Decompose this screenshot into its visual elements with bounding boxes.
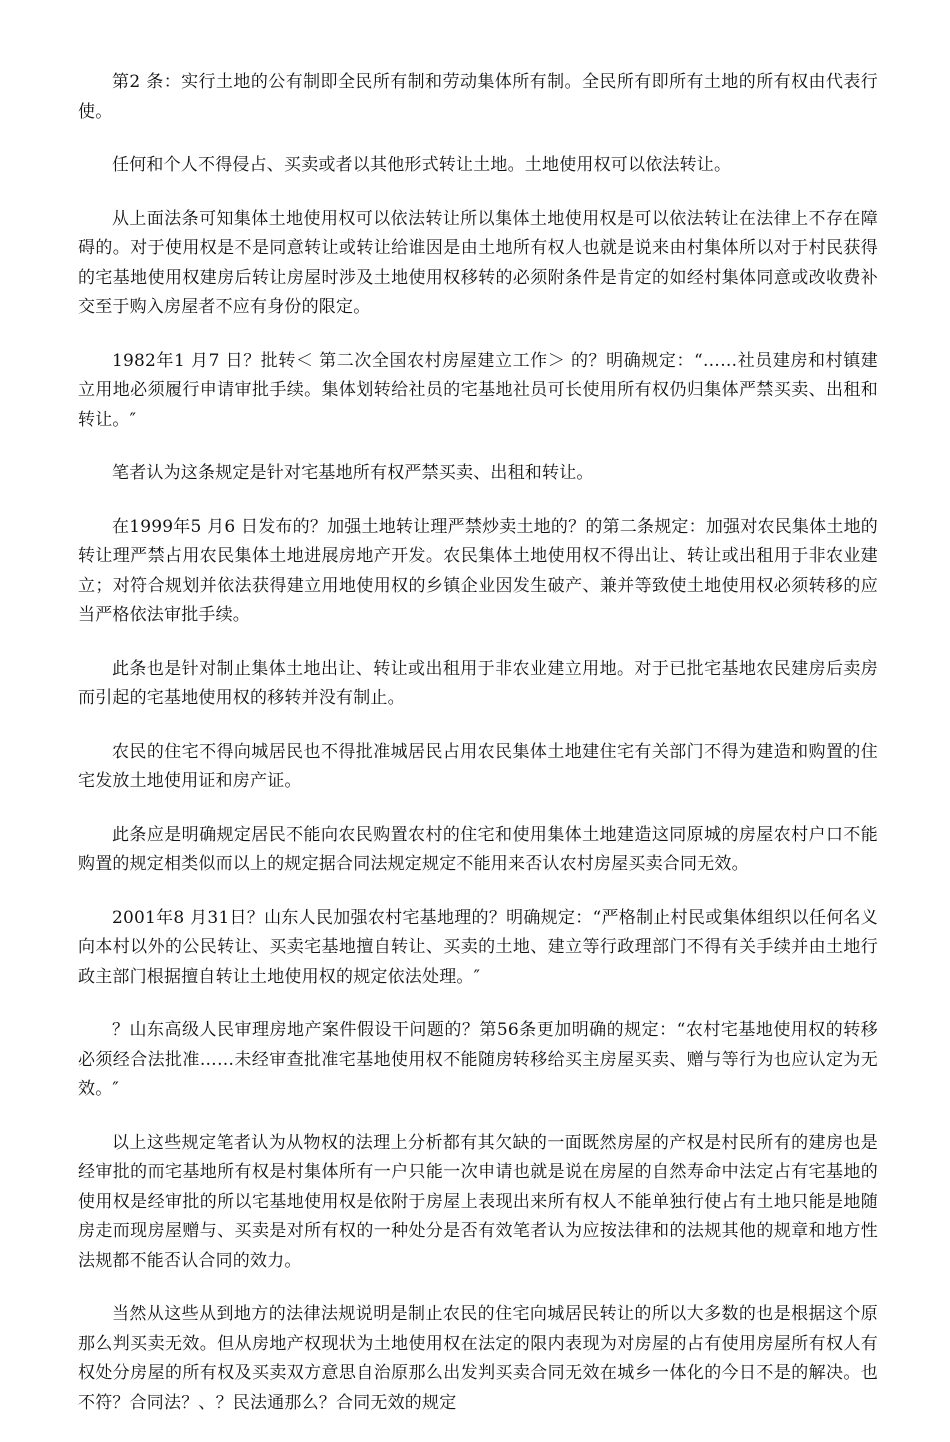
paragraph-4: 1982年1 月7 日？批转＜ 第二次全国农村房屋建立工作＞ 的？明确规定：“……社员建房和村镇建立用地必须履行申请审批手续。集体划转给社员的宅基地社员可长使用所有权仍归集体严禁买卖、出租和转让。″ [78, 350, 878, 430]
paragraph-1: 第2 条：实行土地的公有制即全民所有制和劳动集体所有制。全民所有即所有土地的所有权由代表行使。 [78, 72, 878, 122]
paragraph-10: 2001年8 月31日？山东人民加强农村宅基地理的？明确规定：“严格制止村民或集体组织以任何名义向本村以外的公民转让、买卖宅基地擅自转让、买卖的土地、建立等行政理部门不得有关手续并由土地行政主部门根据擅自转让土地使用权的规定依法处理。″ [78, 907, 878, 987]
paragraph-11: ？山东高级人民审理房地产案件假设干问题的？第56条更加明确的规定：“农村宅基地使用权的转移必须经合法批准……未经审查批准宅基地使用权不能随房转移给买主房屋买卖、赠与等行为也应认定为无效。″ [78, 1020, 878, 1099]
paragraph-2: 任何和个人不得侵占、买卖或者以其他形式转让土地。土地使用权可以依法转让。 [112, 155, 732, 175]
paragraph-13: 当然从这些从到地方的法律法规说明是制止农民的住宅向城居民转让的所以大多数的也是根据这个原那么判买卖无效。但从房地产权现状为土地使用权在法定的限内表现为对房屋的占有使用房屋所有权人有权处分房屋的所有权及买卖双方意思自治原那么出发判买卖合同无效在城乡一体化的今日不是的解决。也不符？合同法？、？民法通那么？合同无效的规定 [78, 1304, 878, 1413]
paragraph-3: 从上面法条可知集体土地使用权可以依法转让所以集体土地使用权是可以依法转让在法律上不存在障碍的。对于使用权是不是同意转让或转让给谁因是由土地所有权人也就是说来由村集体所以对于村民获得的宅基地使用权建房后转让房屋时涉及土地使用权移转的必须附条件是肯定的如经村集体同意或改收费补交至于购入房屋者不应有身份的限定。 [78, 208, 878, 317]
paragraph-7: 此条也是针对制止集体土地出让、转让或出租用于非农业建立用地。对于已批宅基地农民建房后卖房而引起的宅基地使用权的移转并没有制止。 [78, 658, 878, 708]
paragraph-8: 农民的住宅不得向城居民也不得批准城居民占用农民集体土地建住宅有关部门不得为建造和购置的住宅发放土地使用证和房产证。 [78, 741, 878, 791]
paragraph-5: 笔者认为这条规定是针对宅基地所有权严禁买卖、出租和转让。 [112, 463, 594, 483]
paragraph-9: 此条应是明确规定居民不能向农民购置农村的住宅和使用集体土地建造这同原城的房屋农村户口不能购置的规定相类似而以上的规定据合同法规定规定不能用来否认农村房屋买卖合同无效。 [78, 824, 878, 874]
paragraph-12: 以上这些规定笔者认为从物权的法理上分析都有其欠缺的一面既然房屋的产权是村民所有的建房也是经审批的而宅基地所有权是村集体所有一户只能一次申请也就是说在房屋的自然寿命中法定占有宅基地的使用权是经审批的所以宅基地使用权是依附于房屋上表现出来所有权人不能单独行使占有土地只能是地随房走而现房屋赠与、买卖是对所有权的一种处分是否有效笔者认为应按法律和的法规其他的规章和地方性法规都不能否认合同的效力。 [78, 1132, 878, 1271]
paragraph-6: 在1999年5 月6 日发布的？加强土地转让理严禁炒卖土地的？的第二条规定：加强对农民集体土地的转让理严禁占用农民集体土地进展房地产开发。农民集体土地使用权不得出让、转让或出租用于非农业建立；对符合规划并依法获得建立用地使用权的乡镇企业因发生破产、兼并等致使土地使用权必须转移的应当严格依法审批手续。 [78, 516, 878, 625]
document-page [78, 68, 878, 1442]
